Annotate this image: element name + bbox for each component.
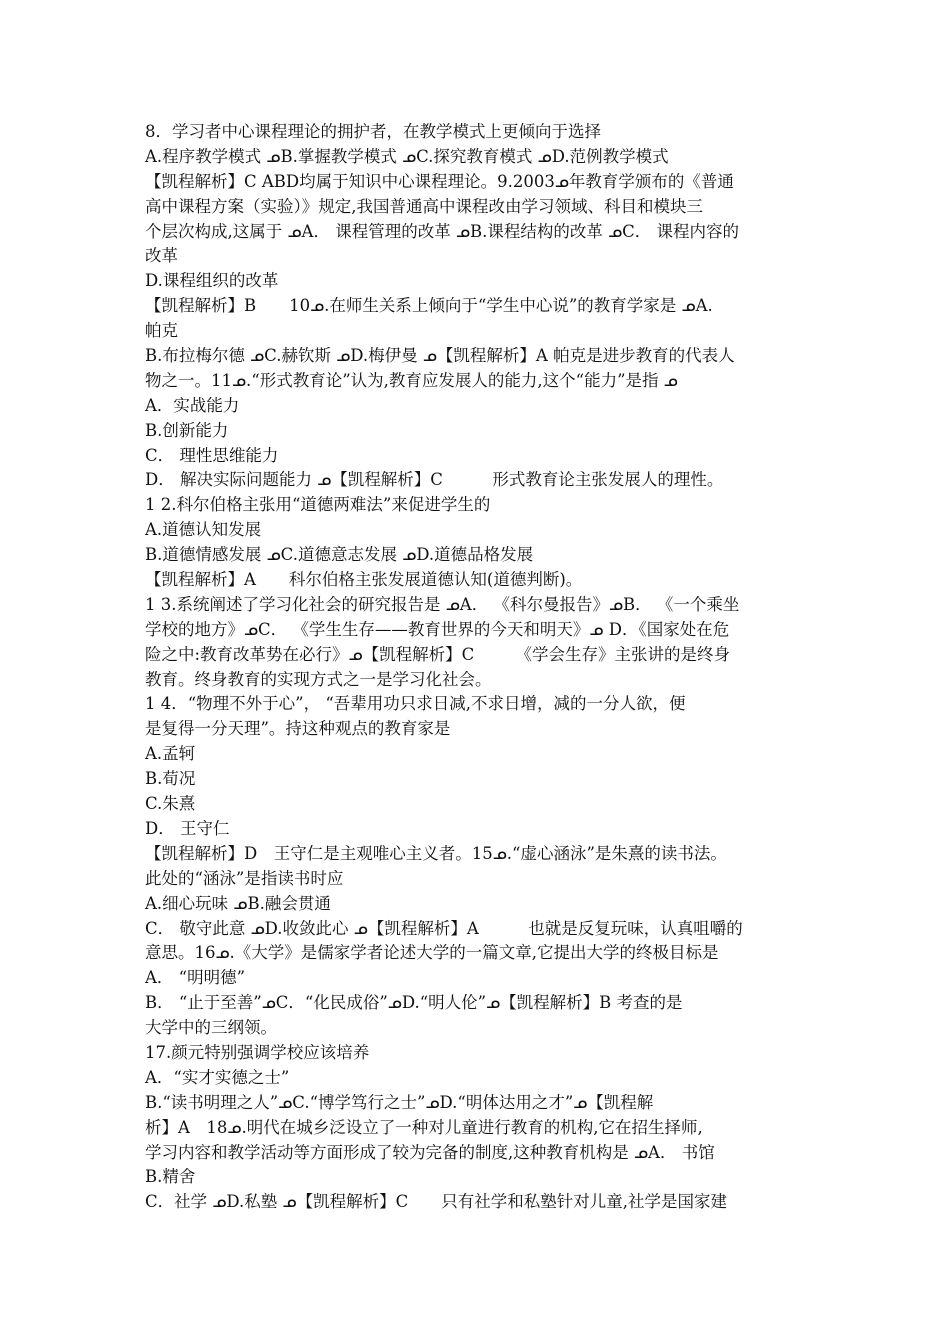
- text-line-20: 1 3.系统阐述了学习化社会的研究报告是 ᓄA． 《科尔曼报告》ᓄB． 《一个乘坐: [145, 594, 740, 614]
- text-line-16: 1 2.科尔伯格主张用“道德两难法”来促进学生的: [145, 495, 491, 515]
- text-line-19: 【凯程解析】A 科尔伯格主张发展道德认知(道德判断)。: [145, 570, 583, 590]
- text-line-23: 教育。终身教育的实现方式之一是学习化社会。: [145, 669, 492, 689]
- text-line-2: A.程序教学模式 ᓄB.掌握教学模式 ᓄC.探究教育模式 ᓄD.范例教学模式: [145, 146, 669, 166]
- text-line-21: 学校的地方》ᓄC． 《学生生存——教育世界的今天和明天》ᓄ D．《国家处在危: [145, 619, 730, 639]
- text-line-33: C． 敬守此意 ᓄD.收敛此心 ᓄ【凯程解析】A 也就是反复玩味，认真咀嚼的: [145, 918, 743, 938]
- text-line-39: A．“实才实德之士”: [145, 1067, 290, 1087]
- text-line-37: 大学中的三纲领。: [145, 1018, 277, 1038]
- text-line-22: 险之中:教育改革势在必行》ᓄ【凯程解析】C 《学会生存》主张讲的是终身: [145, 644, 730, 664]
- text-line-43: B.精舍: [145, 1167, 196, 1187]
- text-line-24: 1 4．“物理不外于心”， “吾辈用功只求日减,不求日增，减的一分人欲，便: [145, 694, 686, 714]
- text-line-27: B.荀况: [145, 769, 196, 789]
- text-line-40: B.“读书明理之人”ᓄC.“博学笃行之士”ᓄD.“明体达用之才”ᓄ【凯程解: [145, 1092, 654, 1112]
- text-line-10: B.布拉梅尔德 ᓄC.赫钦斯 ᓄD.梅伊曼 ᓄ【凯程解析】A 帕克是进步教育的代表人: [145, 346, 735, 366]
- text-line-7: D.课程组织的改革: [145, 271, 279, 291]
- text-line-9: 帕克: [145, 321, 178, 341]
- text-line-31: 此处的“涵泳”是指读书时应: [145, 868, 344, 888]
- text-line-11: 物之一。11ᓄ.“形式教育论”认为,教育应发展人的能力,这个“能力”是指 ᓄ: [145, 370, 678, 390]
- text-line-30: 【凯程解析】D 王守仁是主观唯心主义者。15ᓄ.“虚心涵泳”是朱熹的读书法。: [145, 843, 727, 863]
- text-line-15: D． 解决实际问题能力 ᓄ【凯程解析】C 形式教育论主张发展人的理性。: [145, 470, 724, 490]
- text-line-1: 8．学习者中心课程理论的拥护者，在教学模式上更倾向于选择: [145, 122, 601, 141]
- text-line-35: A． “明明德”: [145, 968, 246, 988]
- text-line-26: A.孟轲: [145, 744, 196, 764]
- text-line-8: 【凯程解析】B 10ᓄ.在师生关系上倾向于“学生中心说”的教育学家是 ᓄA.: [145, 296, 713, 316]
- text-line-3: 【凯程解析】C ABD均属于知识中心课程理论。9.2003ᓄ年教育学颁布的《普通: [145, 171, 734, 191]
- document-page: [145, 120, 825, 1215]
- text-line-14: C． 理性思维能力: [145, 445, 279, 465]
- text-line-44: C．社学 ᓄD.私塾 ᓄ【凯程解析】C 只有社学和私塾针对儿童,社学是国家建: [145, 1192, 727, 1212]
- text-line-5: 个层次构成,这属于 ᓄA． 课程管理的改革 ᓄB.课程结构的改革 ᓄC． 课程内容的: [145, 221, 740, 241]
- text-line-13: B.创新能力: [145, 420, 229, 440]
- text-line-18: B.道德情感发展 ᓄC.道德意志发展 ᓄD.道德品格发展: [145, 545, 534, 565]
- text-line-29: D． 王守仁: [145, 818, 230, 838]
- text-line-32: A.细心玩味 ᓄB.融会贯通: [145, 893, 331, 913]
- text-line-42: 学习内容和教学活动等方面形成了较为完备的制度,这种教育机构是 ᓄA． 书馆: [145, 1142, 715, 1162]
- text-line-41: 析】A 18ᓄ.明代在城乡泛设立了一种对儿童进行教育的机构,它在招生择师,: [145, 1117, 703, 1137]
- text-line-28: C.朱熹: [145, 794, 196, 814]
- text-line-25: 是复得一分天理”。持这种观点的教育家是: [145, 719, 451, 739]
- text-line-4: 高中课程方案（实验）》规定,我国普通高中课程改由学习领域、科目和模块三: [145, 196, 703, 216]
- text-line-36: B． “止于至善”ᓄC．“化民成俗”ᓄD.“明人伦”ᓄ【凯程解析】B 考查的是: [145, 993, 683, 1013]
- text-line-17: A.道德认知发展: [145, 520, 262, 540]
- text-line-12: A．实战能力: [145, 395, 240, 415]
- text-line-6: 改革: [145, 246, 178, 266]
- text-line-38: 17.颜元特别强调学校应该培养: [145, 1042, 370, 1062]
- text-line-34: 意思。16ᓄ.《大学》是儒家学者论述大学的一篇文章,它提出大学的终极目标是: [145, 943, 719, 963]
